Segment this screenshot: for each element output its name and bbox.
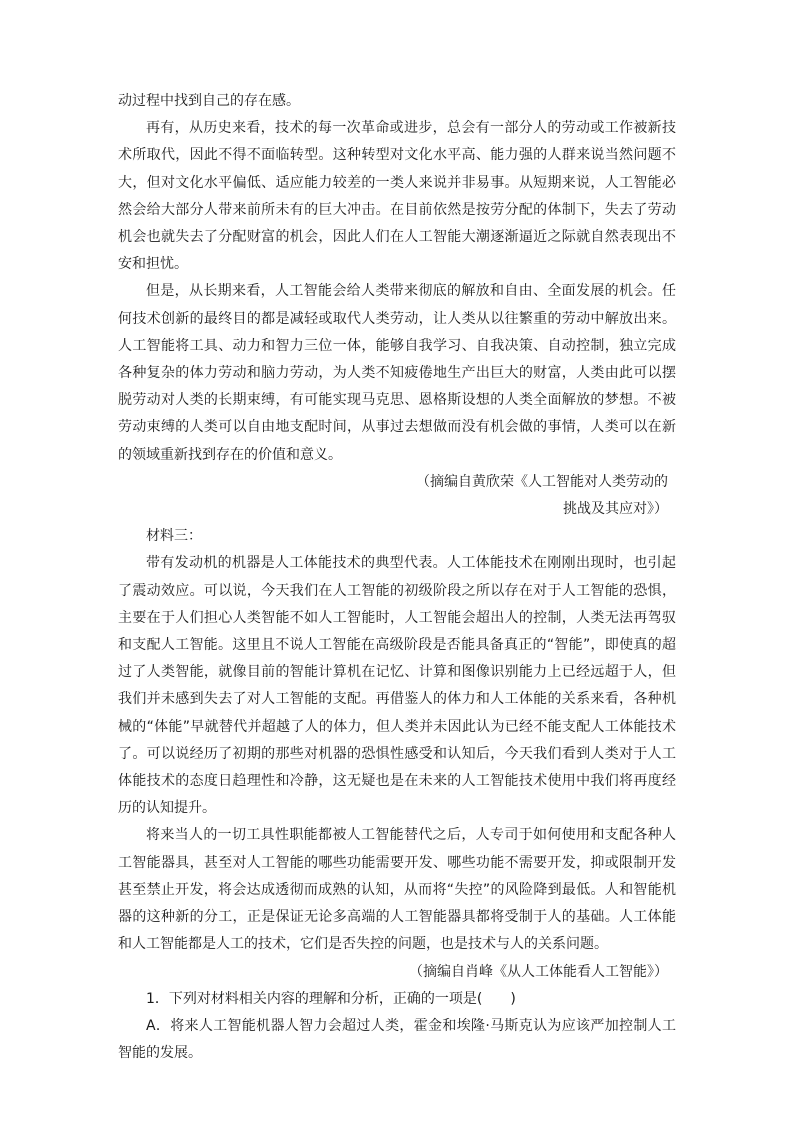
document-page — [118, 88, 676, 1067]
citation-xiao: （摘编自肖峰《从人工体能看人工智能》） — [409, 963, 668, 980]
paragraph-engine-machines: 带有发动机的机器是人工体能技术的典型代表。人工体能技术在刚刚出现时，也引起了震动效应。可以说，今天我们在人工智能的初级阶段之所以存在对于人工智能的恐惧，主要在于人们担心人类智能不如人工智能时，人工智能会超出人的控制，人类无法再驾驭和支配人工智能。这里且不说人工智能在高级阶段是否能具备真正的“智能”，即使真的超过了人类智能，就像目前的智能计算机在记忆、计算和图像识别能力上已经远超于人，但我们并未感到失去了对人工智能的支配。再借鉴人的体力和人工体能的关系来看，各种机械的“体能”早就替代并超越了人的体力，但人类并未因此认为已经不能支配人工体能技术了。可以说经历了初期的那些对机器的恐惧性感受和认知后，今天我们看到人类对于人工体能技术的态度日趋理性和冷静，这无疑也是在未来的人工智能技术使用中我们将再度经历的认知提升。 — [118, 555, 676, 817]
citation-huang-line1: （摘编自黄欣荣《人工智能对人类劳动的 — [416, 473, 668, 490]
paragraph-future-division: 将来当人的一切工具性职能都被人工智能替代之后，人专司于如何使用和支配各种人工智能器具，甚至对人工智能的哪些功能需要开发、哪些功能不需要开发，抑或限制开发甚至禁止开发，将会达成透彻而成熟的认知，从而将“失控”的风险降到最低。人和智能机器的这种新的分工，正是保证无论多高端的人工智能器具都将受制于人的基础。人工体能和人工智能都是人工的技术，它们是否失控的问题，也是技术与人的关系问题。 — [118, 827, 676, 953]
material-three-heading: 材料三： — [146, 528, 202, 545]
citation-huang-line2: 挑战及其应对》） — [563, 501, 668, 518]
paragraph-history: 再有，从历史来看，技术的每一次革命或进步，总会有一部分人的劳动或工作被新技术所取代，因此不得不面临转型。这种转型对文化水平高、能力强的人群来说当然问题不大，但对文化水平偏低、适应能力较差的一类人来说并非易事。从短期来说，人工智能必然会给大部分人带来前所未有的巨大冲击。在目前依然是按劳分配的体制下，失去了劳动机会也就失去了分配财富的机会，因此人们在人工智能大潮逐渐逼近之际就自然表现出不安和担忧。 — [118, 120, 676, 273]
paragraph-long-term: 但是，从长期来看，人工智能会给人类带来彻底的解放和自由、全面发展的机会。任何技术创新的最终目的都是减轻或取代人类劳动，让人类从以往繁重的劳动中解放出来。人工智能将工具、动力和智力三位一体，能够自我学习、自我决策、自动控制，独立完成各种复杂的体力劳动和脑力劳动，为人类不知疲倦地生产出巨大的财富，人类由此可以摆脱劳动对人类的长期束缚，有可能实现马克思、恩格斯设想的人类全面解放的梦想。不被劳动束缚的人类可以自由地支配时间，从事过去想做而没有机会做的事情，人类可以在新的领域重新找到存在的价值和意义。 — [118, 283, 676, 463]
paragraph-continuation: 动过程中找到自己的存在感。 — [118, 93, 300, 109]
question-one-option-a: A．将来人工智能机器人智力会超过人类，霍金和埃隆·马斯克认为应该严加控制人工智能的发展。 — [118, 1017, 676, 1062]
question-one: 1．下列对材料相关内容的理解和分析，正确的一项是( ) — [146, 990, 516, 1007]
